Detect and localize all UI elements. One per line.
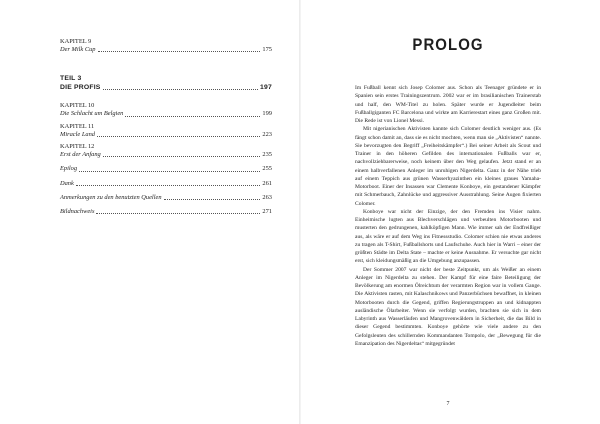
toc-dot-leader — [79, 171, 260, 172]
toc-entry-title: Bildnachweis — [60, 208, 95, 216]
toc-entry-page: 197 — [260, 83, 272, 91]
page-number: 7 — [446, 401, 450, 407]
toc-dot-leader — [96, 213, 260, 214]
toc-entry-title: Anmerkungen zu den benutzten Quellen — [60, 193, 162, 201]
toc-entry-label: TEIL 3 — [60, 75, 82, 83]
toc-entry[interactable] — [60, 38, 272, 54]
toc-entry-label: KAPITEL 11 — [60, 122, 95, 130]
toc-entry-page: 261 — [262, 179, 272, 187]
prolog-paragraph: Konboye war nicht der Einzige, der den Fremden ins Visier nahm. Einheimische lugten aus Blechverschlägen und verbeulten Motorbooten und musterten den gedrungenen, kahlköpfigen Mann. Wie immer sah der Endfreißiger aus, als wäre er auf dem Weg ins Fitnessstudio. Colomer schien nie etwas anderes zu tragen als T-Shirt, Fußballshorts und Laufschuhe. Auch hier in Warri – einer der größten Städte im Delta State – machte er keine Ausnahme. Er versuchte gar nicht erst, sich kleidungsmäßig an die Umgebung anzupassen. — [355, 208, 541, 265]
toc-entry-label: KAPITEL 10 — [60, 102, 95, 110]
toc-entry[interactable] — [60, 102, 272, 118]
toc-entry-label: KAPITEL 9 — [60, 38, 92, 45]
toc-entry[interactable] — [60, 208, 272, 216]
prolog-paragraph: Der Sommer 2007 war nicht der beste Zeitpunkt, um als Weißer an einem Anleger im Nigerdelta zu stehen. Der Kampf für eine faire Beteiligung der Bevölkerung am enormen Ölreichtum der verarmten Region war in vollem Gange. Die Aktivisten rasten, mit Kalaschnikows und Panzerbüchsen bewaffnet, in kleinen Motorbooten durch die Gegend, griffen Regierungstruppen an und kidnappten ausländische Ölarbeiter. Wenn sie verfolgt wurden, brachten sie sich in dem Labyrinth aus Wasserläufen und Mangrovenwäldern in Sicherheit, die das Bild in dieser Gegend bestimmten. Konboye gehörte wie viele andere zu den Gefolgsleuten des schillernden Kommandanten Tompolo, der „Bewegung für die Emanzipation des Nigerdeltas“ mitgegründet — [355, 266, 541, 347]
table-of-contents — [60, 38, 272, 216]
toc-entry[interactable] — [60, 165, 272, 173]
prolog-paragraph: Im Fußball kennt sich Josep Colomer aus. Schon als Teenager gründete er in Spanien sein erstes Trainingszentrum. 2002 war er im brasilianischen Trainerstab und half, den WM-Titel zu holen. Später wurde er Jugendleiter beim Fußballgiganten FC Barcelona und wirkte am Karrierestart eines ganz Großen mit. Die Rede ist von Lionel Messi. — [355, 85, 541, 124]
toc-entry-title: Miracle Land — [60, 130, 95, 138]
toc-entry-title: Erst der Anfang — [60, 151, 101, 159]
toc-entry-title: Dank — [60, 179, 74, 187]
toc-entry-label: KAPITEL 12 — [60, 143, 95, 151]
prolog-paragraph: Mit nigerianischen Aktivisten kannte sich Colomer deutlich weniger aus. (Es fängt schon damit an, dass sie es nicht mochten, wenn man sie „Aktivisten“ nannte. Sie bevorzugten den Begriff „Freiheitskämpfer“.) Bei seiner Arbeit als Scout und Trainer in den höheren Gefilden des internationalen Fußballs war er, nachvollziehbarerweise, noch keinem über den Weg gelaufen. Jetzt stand er an einem halbverfallenen Anleger im unruhigen Nigerdelta. Ganz in der Nähe trieb auf einem Teppich aus grünen Wasserhyazinthen ein kleines graues Yamaha-Motorboot. Einer der Insassen war Clemente Konboye, ein gestandener Kämpfer mit Schmerbauch, Zahnlücke und aggressiver Ausstrahlung. Seine Augen fixierten Colomer. — [355, 126, 541, 207]
toc-dot-leader — [164, 199, 261, 200]
toc-entry-page: 255 — [262, 165, 272, 173]
toc-entry[interactable] — [60, 194, 272, 202]
toc-entry-title: DIE PROFIS — [60, 83, 101, 91]
toc-dot-leader — [98, 51, 261, 52]
toc-entry-page: 263 — [262, 193, 272, 201]
toc-entry[interactable] — [60, 143, 272, 159]
toc-entry-title: Der Milk Cup — [60, 46, 96, 54]
toc-entry-title: Epilog — [60, 165, 78, 173]
toc-entry[interactable] — [60, 180, 272, 188]
toc-dot-leader — [103, 156, 261, 157]
toc-entry[interactable] — [60, 75, 272, 92]
toc-dot-leader — [125, 116, 260, 117]
toc-entry-title: Die Schlacht um Belgien — [60, 110, 124, 118]
prolog-heading: PROLOG — [412, 35, 484, 54]
book-gutter — [299, 0, 301, 424]
prolog-body — [355, 84, 541, 348]
toc-entry-page: 235 — [262, 151, 272, 159]
toc-entry-page: 199 — [262, 110, 272, 118]
toc-entry-page: 175 — [262, 46, 272, 54]
toc-entry[interactable] — [60, 123, 272, 139]
toc-dot-leader — [76, 185, 261, 186]
toc-entry-page: 223 — [262, 130, 272, 138]
toc-dot-leader — [103, 89, 259, 90]
toc-dot-leader — [97, 136, 260, 137]
toc-entry-page: 271 — [262, 208, 272, 216]
